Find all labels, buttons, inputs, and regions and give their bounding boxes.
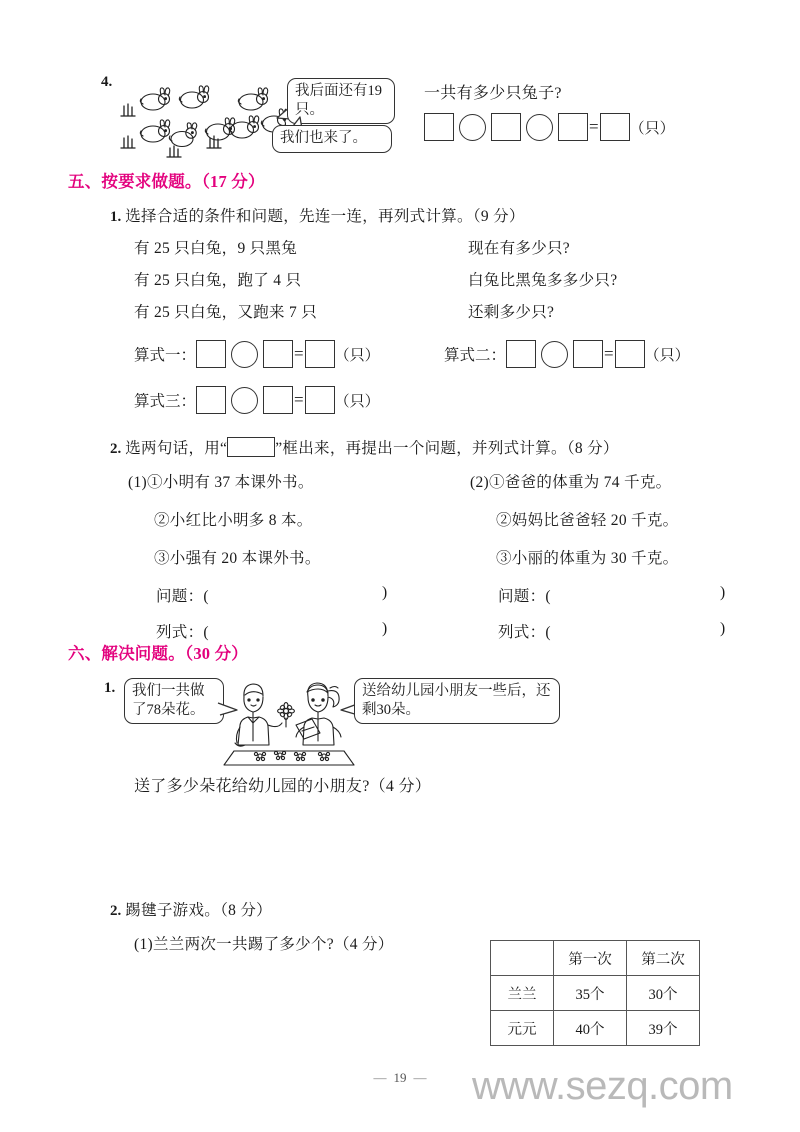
section-6-title: 六、解决问题。 — [68, 644, 185, 663]
q1-points: （9 分） — [472, 208, 525, 225]
table-header-row — [491, 941, 700, 976]
q2-text-before: 选两句话，用“ — [125, 440, 228, 457]
bubble-left-text: 我们一共做了78朵花。 — [132, 683, 205, 718]
formula-fill-label-right: 列式：( — [498, 624, 551, 641]
question-fill-label-right: 问题：( — [498, 588, 551, 605]
table-row-label: 兰兰 — [491, 976, 554, 1011]
formula-1-label: 算式一： — [134, 347, 197, 364]
bubble-coming-text: 我们也来了。 — [280, 130, 367, 146]
result-box[interactable] — [305, 340, 335, 368]
statement-row — [128, 546, 728, 584]
group2-label: (2) — [470, 474, 489, 491]
section-5-title: 五、按要求做题。 — [68, 172, 202, 191]
group1-item-3[interactable]: ③小强有 20 本课外书。 — [154, 550, 321, 567]
answer-box[interactable] — [263, 386, 293, 414]
section6-q2-sub1 — [134, 932, 394, 954]
unit-label: （只） — [644, 347, 690, 364]
problem-4-answer-row — [424, 113, 675, 141]
statement-row — [128, 470, 728, 508]
question-item[interactable]: 白兔比黑兔多多少只? — [468, 272, 618, 289]
group1-item-2[interactable]: ②小红比小明多 8 本。 — [154, 512, 313, 529]
girl-flowers-bubble-right — [354, 678, 560, 724]
section-6-heading — [68, 640, 248, 664]
unit-label: （只） — [334, 347, 380, 364]
answer-box[interactable] — [196, 340, 226, 368]
table-header-cell: 第一次 — [554, 941, 627, 976]
rabbits-illustration — [118, 76, 286, 160]
section6-q2-text: 踢毽子游戏。 — [125, 902, 221, 919]
frame-sample-icon — [227, 437, 275, 457]
q1-question-points: （4 分） — [369, 778, 432, 795]
children-making-flowers-illustration — [222, 675, 356, 767]
section5-q1-prompt — [110, 204, 525, 226]
question-item[interactable]: 现在有多少只? — [468, 240, 570, 257]
table-cell: 40个 — [554, 1011, 627, 1046]
q2-number: 2. — [110, 441, 122, 457]
question-fill-close-left[interactable]: ) — [382, 584, 388, 601]
girl-flowers-bubble-left — [124, 678, 224, 724]
sub1-points: （4 分） — [333, 936, 394, 953]
unit-label: （只） — [629, 120, 675, 137]
q1-number: 1. — [110, 209, 122, 225]
group2-item-2[interactable]: ②妈妈比爸爸轻 20 千克。 — [496, 512, 679, 529]
section6-q1-question — [134, 773, 431, 796]
question-fill-label-left: 问题：( — [156, 588, 209, 605]
formula-3-label: 算式三： — [134, 393, 197, 410]
q2-points: （8 分） — [566, 440, 619, 457]
section6-q1-number: 1. — [104, 680, 116, 696]
statement-row — [128, 508, 728, 546]
answer-box[interactable] — [424, 113, 454, 141]
table-cell: 35个 — [554, 976, 627, 1011]
section-5-points: （17 分） — [201, 172, 265, 191]
answer-box[interactable] — [196, 386, 226, 414]
match-row — [134, 236, 714, 268]
answer-box[interactable] — [491, 113, 521, 141]
match-row — [134, 268, 714, 300]
problem-4-question: 一共有多少只兔子? — [424, 85, 562, 102]
group2-item-1: ①爸爸的体重为 74 千克。 — [488, 474, 672, 491]
answer-box[interactable] — [558, 113, 588, 141]
group2-label-and-item[interactable] — [470, 470, 671, 492]
group1-label-and-item[interactable] — [128, 470, 314, 492]
section6-q2-number: 2. — [110, 903, 122, 919]
formula-row-3 — [134, 386, 380, 414]
question-fill-close-right[interactable]: ) — [720, 584, 726, 601]
result-box[interactable] — [600, 113, 630, 141]
formula-row-2 — [444, 340, 690, 368]
table-row — [491, 976, 700, 1011]
bubble-back-text: 我后面还有19只。 — [295, 83, 382, 118]
answer-box[interactable] — [573, 340, 603, 368]
section-6-points: （30 分） — [184, 644, 248, 663]
rabbit-speech-bubble-coming — [272, 125, 392, 153]
bubble-right-text: 送给幼儿园小朋友一些后，还剩30朵。 — [362, 683, 551, 718]
section6-q2-points: （8 分） — [220, 902, 272, 919]
match-pairs — [134, 236, 714, 332]
kick-count-table — [490, 940, 700, 1046]
dash-right: — — [413, 1070, 427, 1085]
equals-sign: = — [604, 344, 614, 363]
answer-line-row — [156, 584, 756, 620]
section5-q2-prompt — [110, 436, 619, 458]
sub1-text: (1)兰兰两次一共踢了多少个? — [134, 936, 334, 953]
formula-fill-close-left[interactable]: ) — [382, 620, 388, 637]
table-corner-cell — [491, 941, 554, 976]
q1-question-text: 送了多少朵花给幼儿园的小朋友? — [134, 778, 370, 795]
operator-circle[interactable] — [231, 341, 258, 368]
table-cell: 30个 — [627, 976, 700, 1011]
match-row — [134, 300, 714, 332]
group1-label: (1) — [128, 474, 147, 491]
equals-sign: = — [294, 390, 304, 409]
formula-fill-label-left: 列式：( — [156, 624, 209, 641]
section-5-heading — [68, 168, 265, 192]
condition-item[interactable]: 有 25 只白兔，跑了 4 只 — [134, 272, 302, 289]
condition-item[interactable]: 有 25 只白兔，9 只黑兔 — [134, 240, 298, 257]
answer-box[interactable] — [263, 340, 293, 368]
condition-item[interactable]: 有 25 只白兔，又跑来 7 只 — [134, 304, 318, 321]
q1-text: 选择合适的条件和问题，先连一连，再列式计算。 — [125, 208, 473, 225]
formula-2-label: 算式二： — [444, 347, 507, 364]
problem-4 — [0, 0, 800, 165]
equals-sign: = — [589, 117, 599, 136]
equals-sign: = — [294, 344, 304, 363]
table-row — [491, 1011, 700, 1046]
operator-circle[interactable] — [459, 114, 486, 141]
page-number: 19 — [393, 1070, 407, 1085]
operator-circle[interactable] — [231, 387, 258, 414]
table-row-label: 元元 — [491, 1011, 554, 1046]
operator-circle[interactable] — [526, 114, 553, 141]
operator-circle[interactable] — [541, 341, 568, 368]
watermark: www.sezq.com — [472, 1064, 733, 1108]
kick-count-table-wrap — [490, 940, 700, 1046]
group1-item-1: ①小明有 37 本课外书。 — [146, 474, 314, 491]
result-box[interactable] — [615, 340, 645, 368]
section6-q2-prompt — [110, 898, 272, 920]
result-box[interactable] — [305, 386, 335, 414]
formula-fill-close-right[interactable]: ) — [720, 620, 726, 637]
table-header-cell: 第二次 — [627, 941, 700, 976]
formula-row-1 — [134, 340, 380, 368]
dash-left: — — [373, 1070, 387, 1085]
unit-label: （只） — [334, 393, 380, 410]
problem-4-number: 4. — [101, 74, 113, 90]
table-cell: 39个 — [627, 1011, 700, 1046]
question-item[interactable]: 还剩多少只? — [468, 304, 555, 321]
q2-text-after: ”框出来，再提出一个问题，并列式计算。 — [275, 440, 567, 457]
group2-item-3[interactable]: ③小丽的体重为 30 千克。 — [496, 550, 679, 567]
statement-groups — [128, 470, 728, 584]
answer-box[interactable] — [506, 340, 536, 368]
